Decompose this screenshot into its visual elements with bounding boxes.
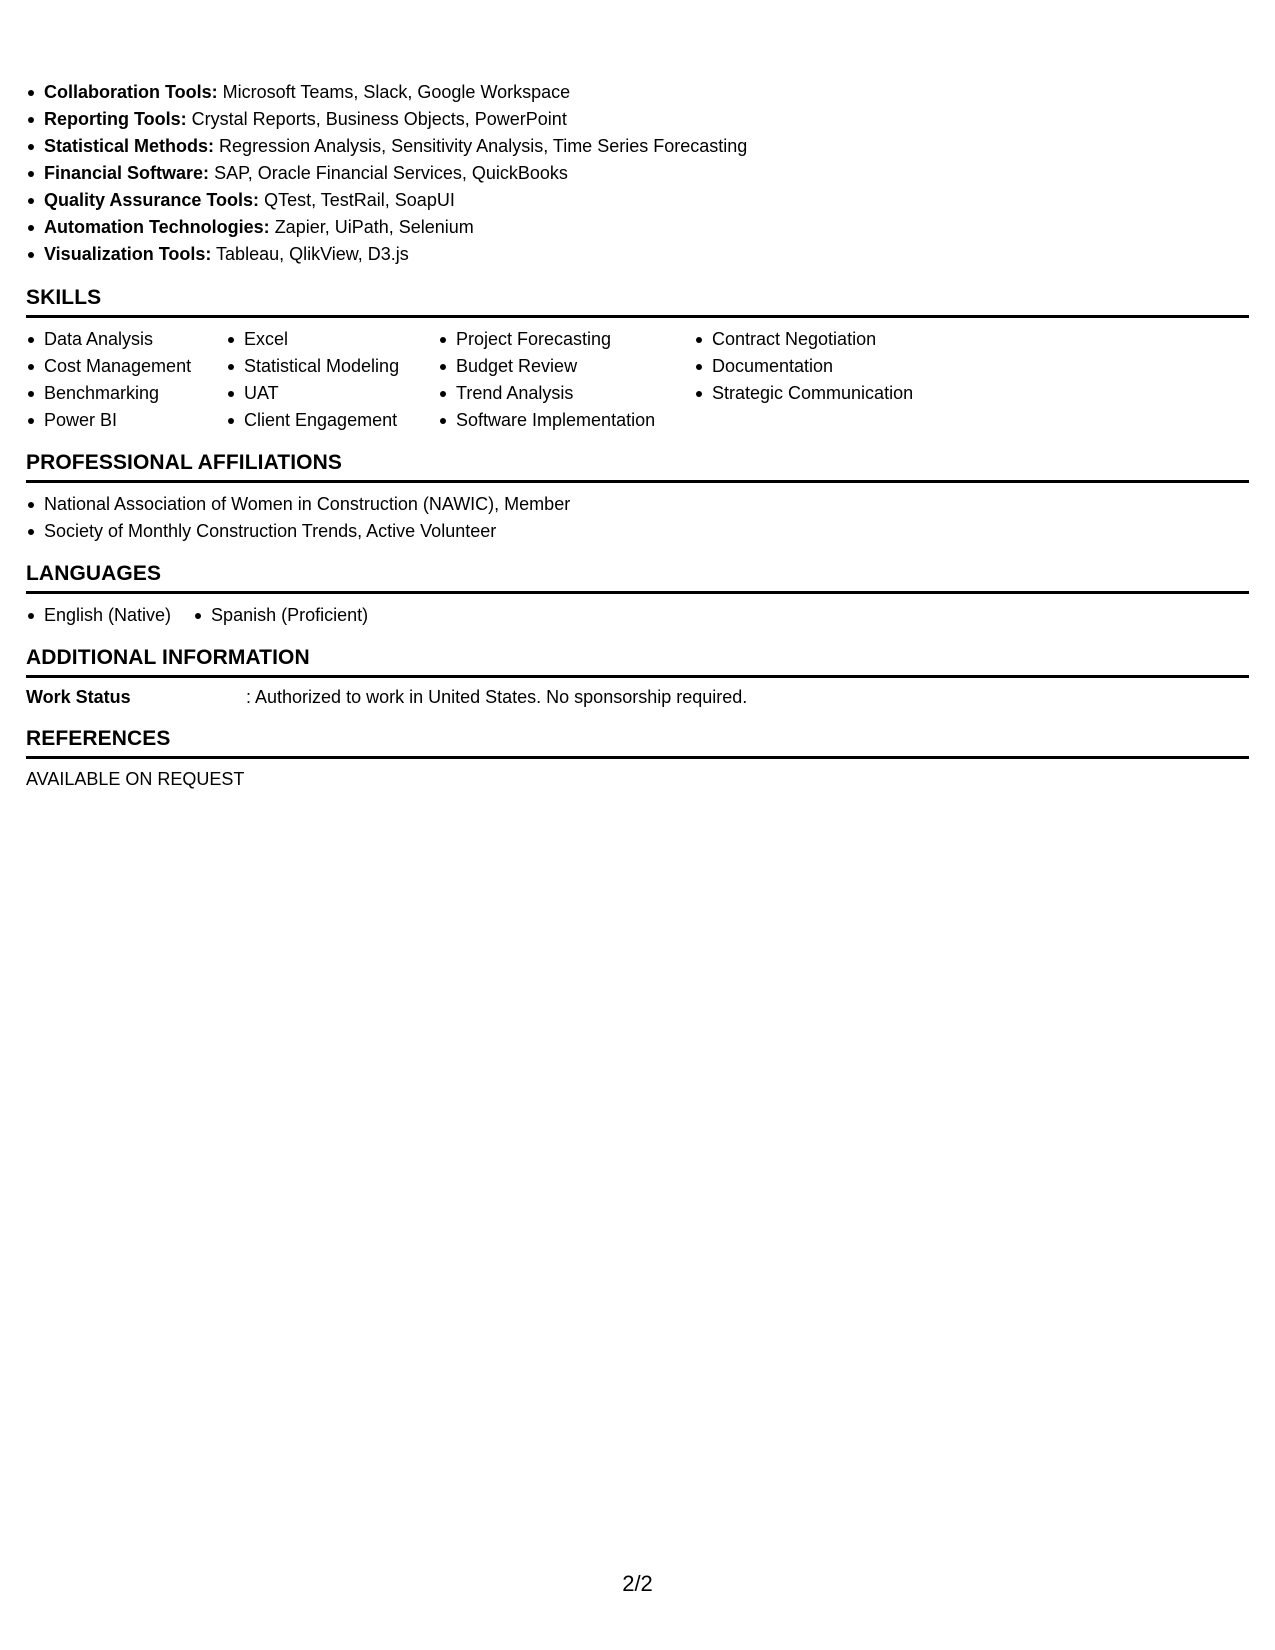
skills-grid — [26, 326, 976, 434]
list-item — [26, 241, 747, 268]
tools-list — [26, 79, 747, 268]
skill-item: UAT — [226, 380, 416, 407]
languages-list — [26, 602, 390, 629]
affiliations-heading: PROFESSIONAL AFFILIATIONS — [26, 450, 1249, 483]
work-status-value: : Authorized to work in United States. No sponsorship required. — [246, 687, 748, 707]
skill-item: Client Engagement — [226, 407, 416, 434]
list-item — [26, 187, 747, 214]
list-item: National Association of Women in Construction (NAWIC), Member — [26, 491, 570, 518]
list-item: Spanish (Proficient) — [193, 602, 368, 629]
tool-label: Reporting Tools: — [44, 109, 187, 129]
tool-label: Statistical Methods: — [44, 136, 215, 156]
skills-column-3 — [438, 326, 672, 434]
tool-label: Automation Technologies: — [44, 217, 270, 237]
tool-label: Visualization Tools: — [44, 244, 212, 264]
skill-item: Benchmarking — [26, 380, 204, 407]
skills-column-4 — [694, 326, 954, 434]
skills-heading: SKILLS — [26, 285, 1249, 318]
references-text: AVAILABLE ON REQUEST — [26, 769, 245, 789]
skill-item: Documentation — [694, 353, 954, 380]
skills-column-1 — [26, 326, 204, 434]
list-item: English (Native) — [26, 602, 171, 629]
skill-item: Software Implementation — [438, 407, 672, 434]
tool-value: Microsoft Teams, Slack, Google Workspace — [222, 82, 571, 102]
skill-item: Contract Negotiation — [694, 326, 954, 353]
list-item — [26, 160, 747, 187]
tool-value: Zapier, UiPath, Selenium — [274, 217, 474, 237]
tool-value: Regression Analysis, Sensitivity Analysis, Time Series Forecasting — [219, 136, 748, 156]
skill-item: Budget Review — [438, 353, 672, 380]
skill-item: Project Forecasting — [438, 326, 672, 353]
skill-item: Trend Analysis — [438, 380, 672, 407]
skill-item: Cost Management — [26, 353, 204, 380]
skill-item: Strategic Communication — [694, 380, 954, 407]
skill-item: Statistical Modeling — [226, 353, 416, 380]
skill-item: Power BI — [26, 407, 204, 434]
page-number: 2/2 — [622, 1571, 653, 1596]
languages-heading: LANGUAGES — [26, 561, 1249, 594]
additional-info-heading: ADDITIONAL INFORMATION — [26, 645, 1249, 678]
work-status-label: Work Status — [26, 687, 131, 707]
list-item — [26, 79, 747, 106]
skill-item: Data Analysis — [26, 326, 204, 353]
tool-label: Financial Software: — [44, 163, 210, 183]
work-status-row — [26, 685, 747, 709]
tool-label: Quality Assurance Tools: — [44, 190, 260, 210]
list-item — [26, 106, 747, 133]
list-item — [26, 214, 747, 241]
list-item: Society of Monthly Construction Trends, Active Volunteer — [26, 518, 570, 545]
tool-value: QTest, TestRail, SoapUI — [264, 190, 455, 210]
tool-label: Collaboration Tools: — [44, 82, 218, 102]
tool-value: SAP, Oracle Financial Services, QuickBooks — [214, 163, 568, 183]
skill-item: Excel — [226, 326, 416, 353]
skills-column-2 — [226, 326, 416, 434]
list-item — [26, 133, 747, 160]
affiliations-list — [26, 491, 570, 545]
tool-value: Crystal Reports, Business Objects, PowerPoint — [191, 109, 567, 129]
tool-value: Tableau, QlikView, D3.js — [216, 244, 409, 264]
references-heading: REFERENCES — [26, 726, 1249, 759]
